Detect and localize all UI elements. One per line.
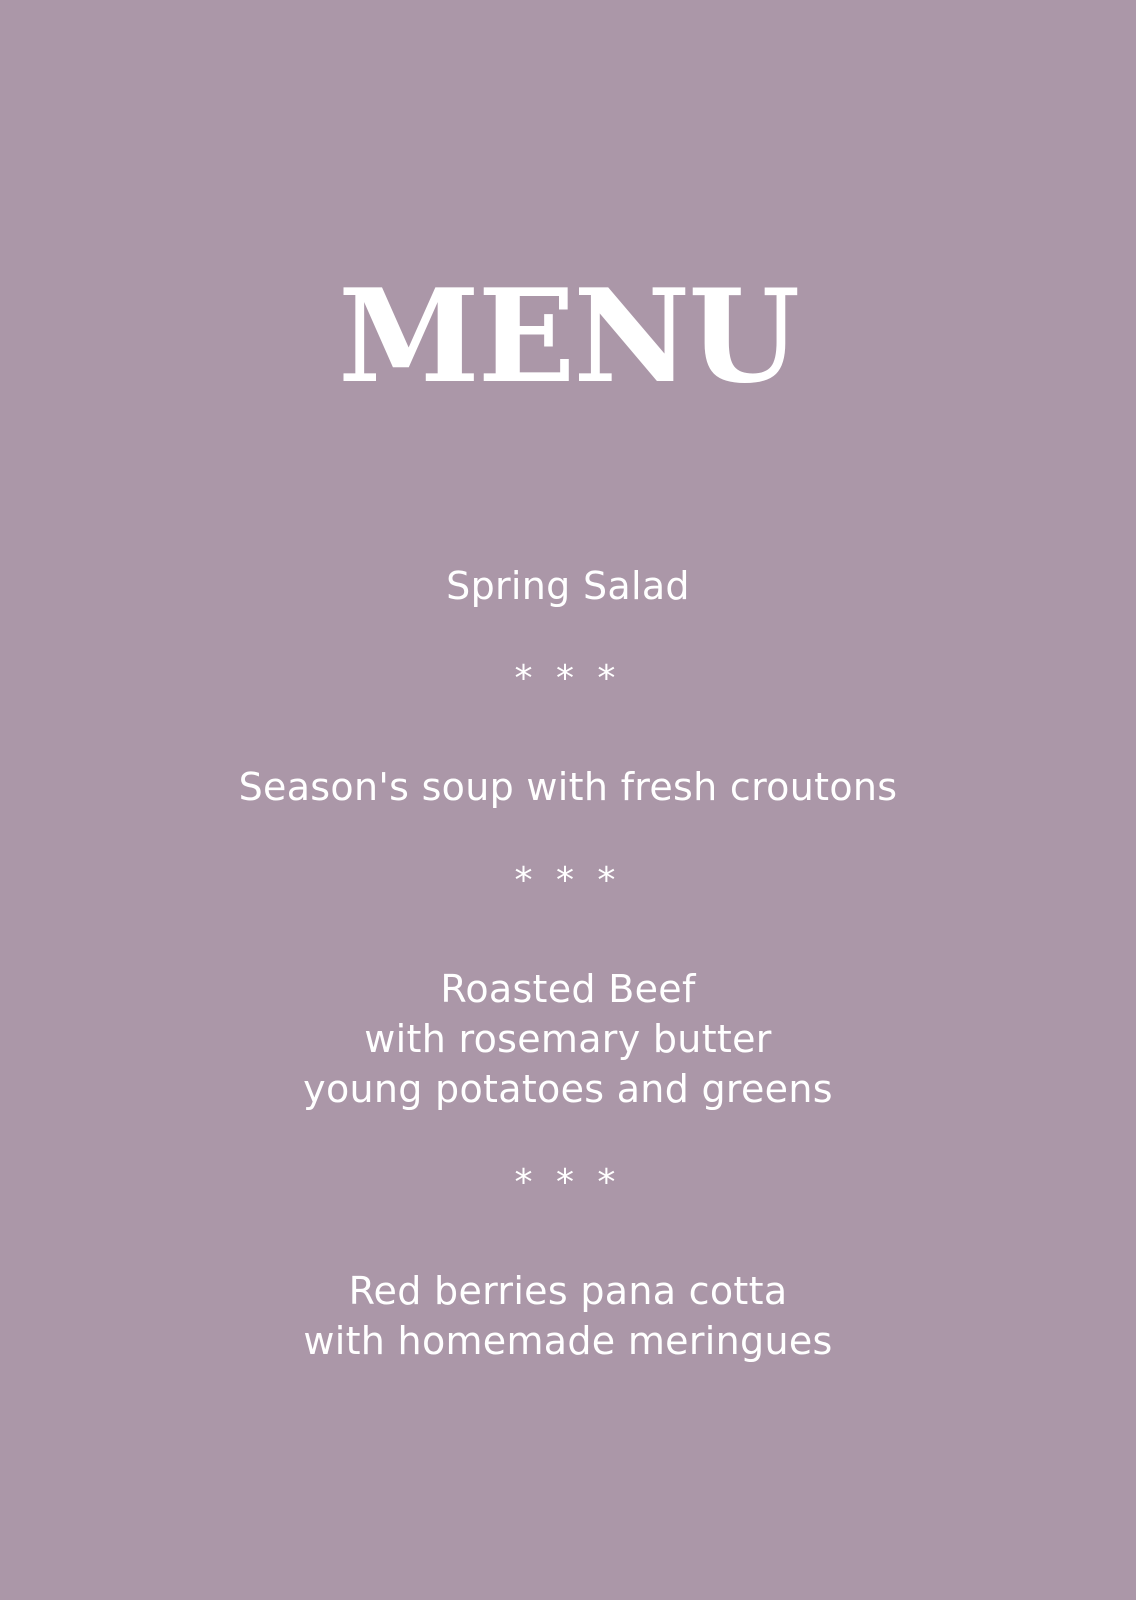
course-separator-1: * * * bbox=[514, 658, 622, 699]
course-3-line-1: Roasted Beef bbox=[440, 967, 696, 1011]
menu-title: MENU bbox=[338, 262, 798, 412]
course-3-line-3: young potatoes and greens bbox=[303, 1067, 833, 1111]
course-3-line-2: with rosemary butter bbox=[364, 1017, 772, 1061]
course-2-line-1: Season's soup with fresh croutons bbox=[238, 765, 898, 809]
course-separator-2: * * * bbox=[514, 860, 622, 901]
course-4-line-2: with homemade meringues bbox=[303, 1319, 833, 1363]
course-1-line-1: Spring Salad bbox=[446, 564, 690, 608]
course-separator-3: * * * bbox=[514, 1162, 622, 1203]
course-4-line-1: Red berries pana cotta bbox=[348, 1269, 788, 1313]
